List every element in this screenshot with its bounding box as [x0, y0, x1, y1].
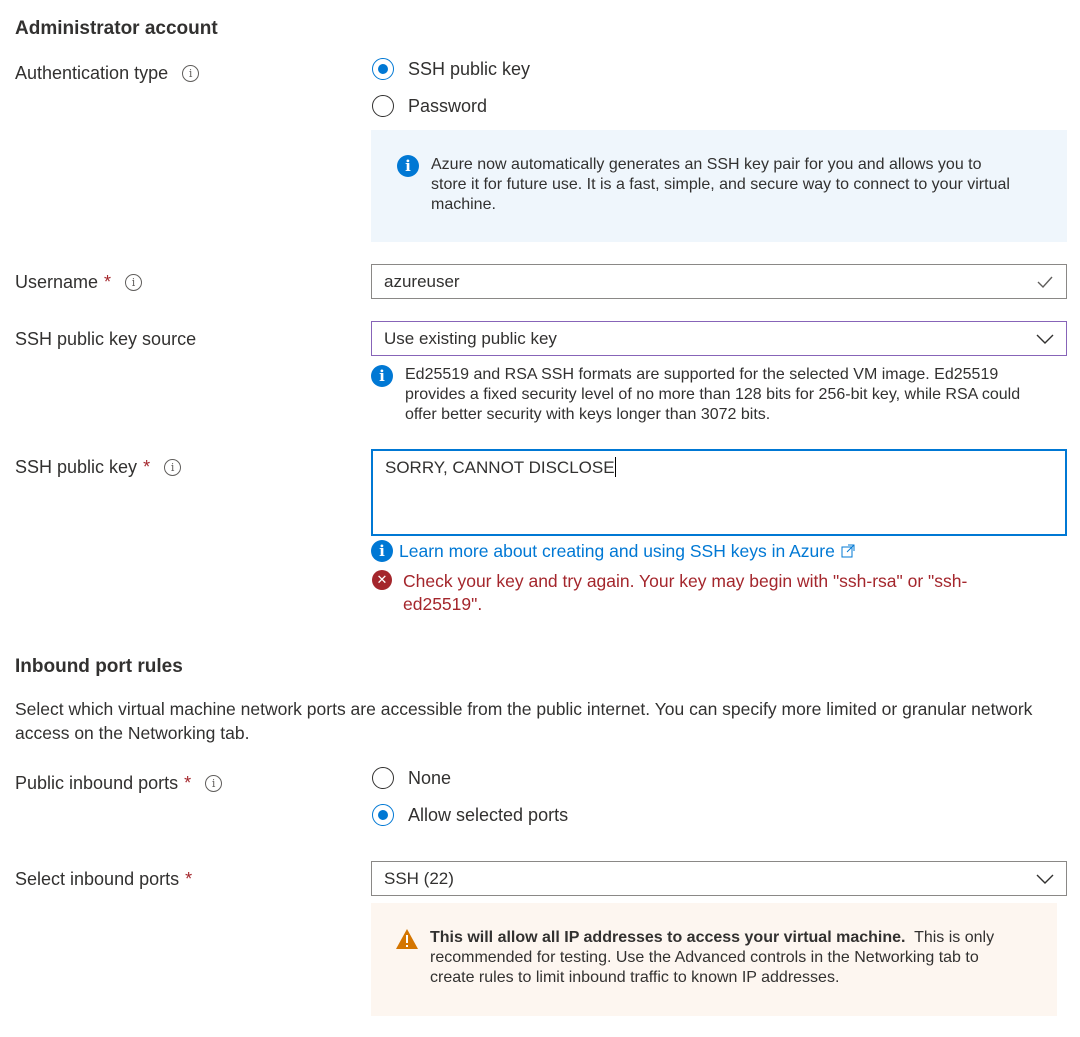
info-icon[interactable]: i	[182, 65, 199, 82]
warning-icon	[395, 928, 419, 950]
learn-more-link[interactable]: Learn more about creating and using SSH keys in Azure	[399, 540, 835, 561]
key-source-label-text: SSH public key source	[15, 329, 197, 349]
chevron-down-icon	[1036, 873, 1054, 885]
key-source-label	[15, 329, 196, 350]
port-option-none[interactable]	[372, 767, 451, 789]
radio-ssh-selected-icon[interactable]	[372, 58, 394, 80]
port-option-none-label: None	[408, 767, 452, 788]
info-icon[interactable]: i	[125, 274, 142, 291]
info-filled-icon: i	[397, 155, 419, 177]
key-source-dropdown[interactable]	[371, 321, 1067, 356]
public-ports-label-text: Public inbound ports	[15, 773, 179, 793]
key-source-info-text: Ed25519 and RSA SSH formats are supported for the selected VM image. Ed25519 provides a fixed security level of no more than 128 bits for 256-bit key, while RSA could offer better security with keys longer than 3072 bits.	[405, 366, 1021, 423]
info-filled-icon: i	[371, 540, 393, 562]
learn-more-row	[371, 540, 855, 562]
info-filled-icon: i	[371, 365, 393, 387]
ssh-key-value: SORRY, CANNOT DISCLOSE	[385, 458, 615, 477]
auth-info-text: Azure now automatically generates an SSH key pair for you and allows you to store it for future use. It is a fast, simple, and secure way to connect to your virtual machine.	[431, 156, 1010, 213]
checkmark-icon	[1036, 276, 1054, 288]
section-title-admin: Administrator account	[15, 18, 218, 39]
username-input[interactable]	[371, 264, 1067, 299]
public-ports-label	[15, 773, 222, 794]
ssh-key-textarea[interactable]	[371, 449, 1067, 536]
section-title-inbound: Inbound port rules	[15, 656, 183, 677]
port-option-allow-label: Allow selected ports	[408, 804, 569, 825]
auth-option-password[interactable]	[372, 95, 487, 117]
info-icon[interactable]: i	[205, 775, 222, 792]
required-mark: *	[104, 272, 112, 292]
warning-bold-text: This will allow all IP addresses to access your virtual machine.	[430, 929, 906, 946]
ssh-key-error-text: Check your key and try again. Your key may begin with "ssh-rsa" or "ssh-ed25519".	[403, 571, 968, 614]
auth-option-ssh-label: SSH public key	[408, 58, 531, 79]
username-label	[15, 272, 142, 293]
external-link-icon[interactable]	[841, 544, 855, 558]
auth-option-password-label: Password	[408, 95, 488, 116]
inbound-description: Select which virtual machine network ports are accessible from the public internet. You can specify more limited or granular network access on the Networking tab.	[15, 699, 1033, 743]
radio-password-icon[interactable]	[372, 95, 394, 117]
text-cursor	[615, 457, 616, 477]
select-ports-value: SSH (22)	[384, 868, 454, 888]
username-label-text: Username	[15, 272, 99, 292]
ssh-key-label	[15, 457, 181, 478]
warning-message	[430, 928, 1025, 988]
select-ports-label-text: Select inbound ports	[15, 869, 180, 889]
info-icon[interactable]: i	[164, 459, 181, 476]
radio-allow-selected-icon[interactable]	[372, 804, 394, 826]
radio-none-icon[interactable]	[372, 767, 394, 789]
ssh-key-error	[372, 570, 1012, 616]
warning-box	[371, 903, 1057, 1016]
required-mark: *	[143, 457, 151, 477]
port-option-allow[interactable]	[372, 804, 568, 826]
key-source-value: Use existing public key	[384, 328, 557, 348]
chevron-down-icon	[1036, 333, 1054, 345]
key-source-info	[371, 365, 1041, 425]
warning-text: This is only recommended for testing. Use the Advanced controls in the Networking tab to create rules to limit inbound traffic to known IP addresses.	[430, 929, 995, 986]
required-mark: *	[185, 869, 193, 889]
auth-type-label-text: Authentication type	[15, 63, 169, 83]
ssh-key-label-text: SSH public key	[15, 457, 138, 477]
username-value: azureuser	[384, 271, 460, 291]
auth-option-ssh[interactable]	[372, 58, 530, 80]
error-icon: ✕	[372, 570, 392, 590]
select-ports-label	[15, 869, 192, 890]
required-mark: *	[184, 773, 192, 793]
auth-info-box	[371, 130, 1067, 242]
auth-type-label	[15, 63, 199, 84]
select-ports-dropdown[interactable]	[371, 861, 1067, 896]
